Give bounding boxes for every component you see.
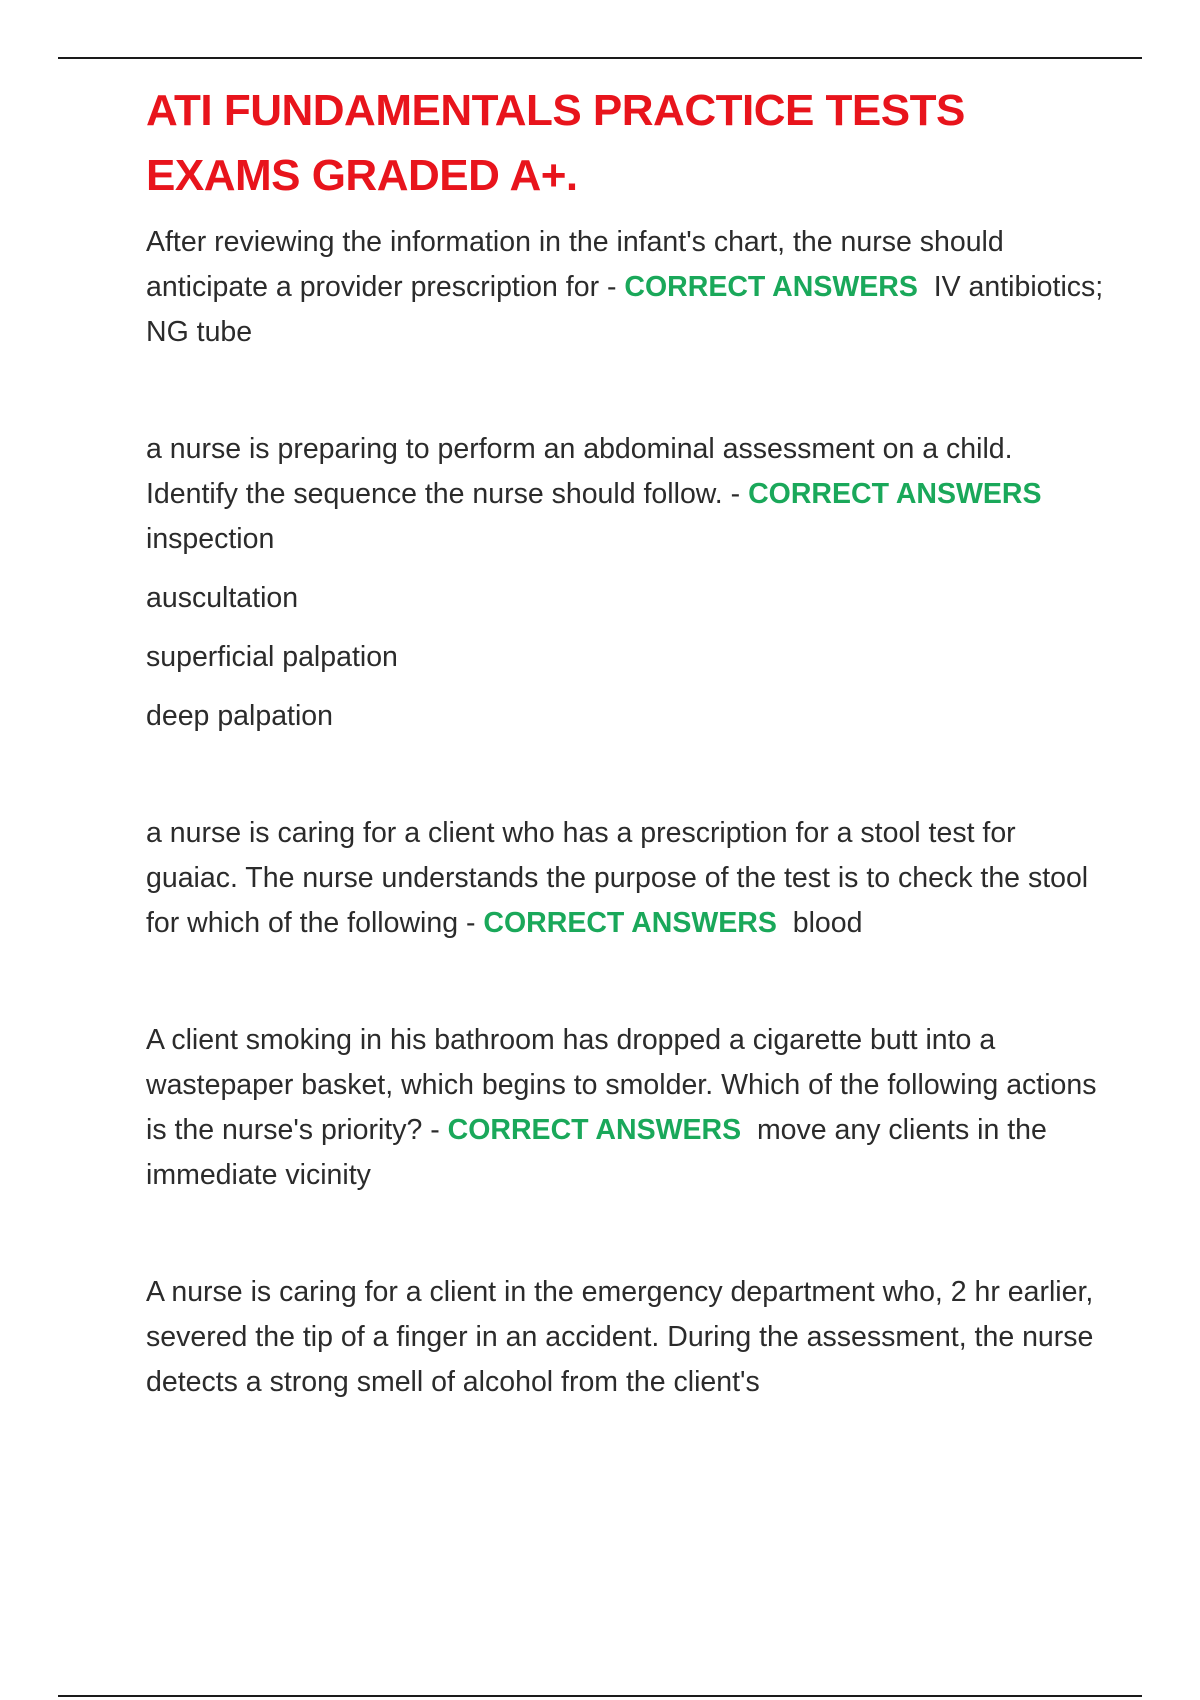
question-text: After reviewing the information in the infant's chart, the nurse should anticipate a provider prescription for - (146, 226, 1004, 303)
title-line-1: ATI FUNDAMENTALS PRACTICE TESTS (146, 86, 965, 135)
qa-item-2 (146, 427, 1106, 739)
document-body (146, 78, 1106, 1405)
bottom-rule (58, 1695, 1142, 1697)
question-text: A nurse is caring for a client in the emergency department who, 2 hr earlier, severed the tip of a finger in an accident. During the assessment, the nurse detects a strong smell of alcohol from the client's (146, 1276, 1094, 1398)
answer-text: move any clients in the immediate vicinity (146, 1114, 1047, 1191)
question-text: A client smoking in his bathroom has dropped a cigarette butt into a wastepaper basket, which begins to smolder. Which of the following actions is the nurse's priority? - (146, 1024, 1097, 1146)
qa-item-1 (146, 220, 1106, 355)
answer-text: IV antibiotics; NG tube (146, 271, 1104, 348)
answer-text: blood (792, 907, 863, 939)
answer-step: superficial palpation (146, 641, 398, 673)
document-title (146, 78, 1106, 208)
question-text: a nurse is preparing to perform an abdominal assessment on a child. Identify the sequence the nurse should follow. - (146, 433, 1013, 510)
correct-answers-tag: CORRECT ANSWERS (447, 1114, 742, 1146)
answer-step: deep palpation (146, 700, 334, 732)
qa-item-4 (146, 1018, 1106, 1198)
qa-item-5 (146, 1270, 1106, 1405)
title-line-2: EXAMS GRADED A+. (146, 151, 578, 200)
answer-text: inspection (146, 523, 275, 555)
answer-step: auscultation (146, 582, 299, 614)
correct-answers-tag: CORRECT ANSWERS (624, 271, 918, 303)
top-rule (58, 57, 1142, 59)
correct-answers-tag: CORRECT ANSWERS (483, 907, 777, 939)
question-text: a nurse is caring for a client who has a prescription for a stool test for guaiac. The nurse understands the purpose of the test is to check the stool for which of the following - (146, 817, 1089, 939)
qa-item-3 (146, 811, 1106, 946)
correct-answers-tag: CORRECT ANSWERS (748, 478, 1042, 510)
